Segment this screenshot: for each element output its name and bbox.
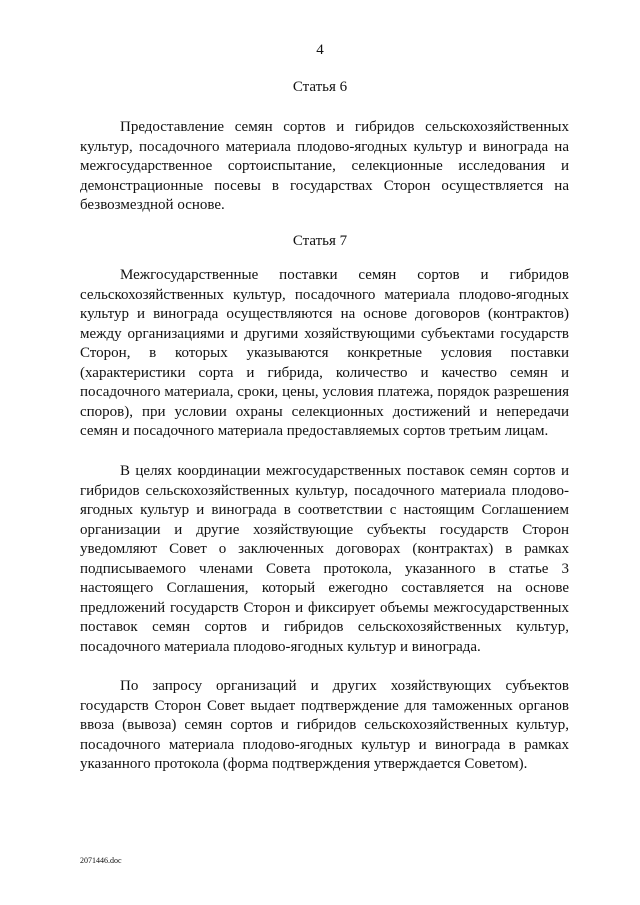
article-7-paragraph-3: По запросу организаций и других хозяйствующих субъектов государств Сторон Совет выдает подтверждение для таможенных органов ввоза (вывоза) семян сортов и гибридов сельскохозяйственных культур, посадочного материала плодово-ягодных культур и винограда в рамках указанного протокола (форма подтверждения утверждается Советом). — [80, 678, 569, 772]
article-6-heading: Статья 6 — [292, 79, 348, 95]
article-7-paragraph-2: В целях координации межгосударственных поставок семян сортов и гибридов сельскохозяйственных культур, посадочного материала плодово-ягодных культур и винограда в соответствии с настоящим Соглашением организации и другие хозяйствующие субъекты государств Сторон уведомляют Совет о заключенных договорах (контрактах) в рамках подписываемого членами Совета протокола, указанного в статье 3 настоящего Соглашения, который ежегодно составляется на основе предложений государств Сторон и фиксирует объемы межгосударственных поставок семян сортов и гибридов сельскохозяйственных культур, посадочного материала плодово-ягодных культур и винограда. — [80, 463, 569, 655]
article-7-heading: Статья 7 — [292, 233, 348, 249]
page-number: 4 — [316, 42, 324, 58]
article-6-paragraph-1: Предоставление семян сортов и гибридов сельскохозяйственных культур, посадочного материала плодово-ягодных культур и винограда на межгосударственное сортоиспытание, селекционные исследования и демонстрационные посевы в государствах Сторон осуществляется на безвозмездной основе. — [80, 119, 569, 213]
footer-filename: 2071446.doc — [80, 856, 122, 865]
article-7-paragraph-1: Межгосударственные поставки семян сортов и гибридов сельскохозяйственных культур, посадочного материала плодово-ягодных культур и винограда осуществляются на основе договоров (контрактов) между организациями и другими хозяйствующими субъектами государств Сторон, в которых указываются конкретные условия поставки (характеристики сорта и гибрида, количество и качество семян и посадочного материала, сроки, цены, условия платежа, порядок разрешения споров), при условии охраны селекционных достижений и непередачи семян и посадочного материала предоставляемых сортов третьим лицам. — [80, 267, 569, 439]
